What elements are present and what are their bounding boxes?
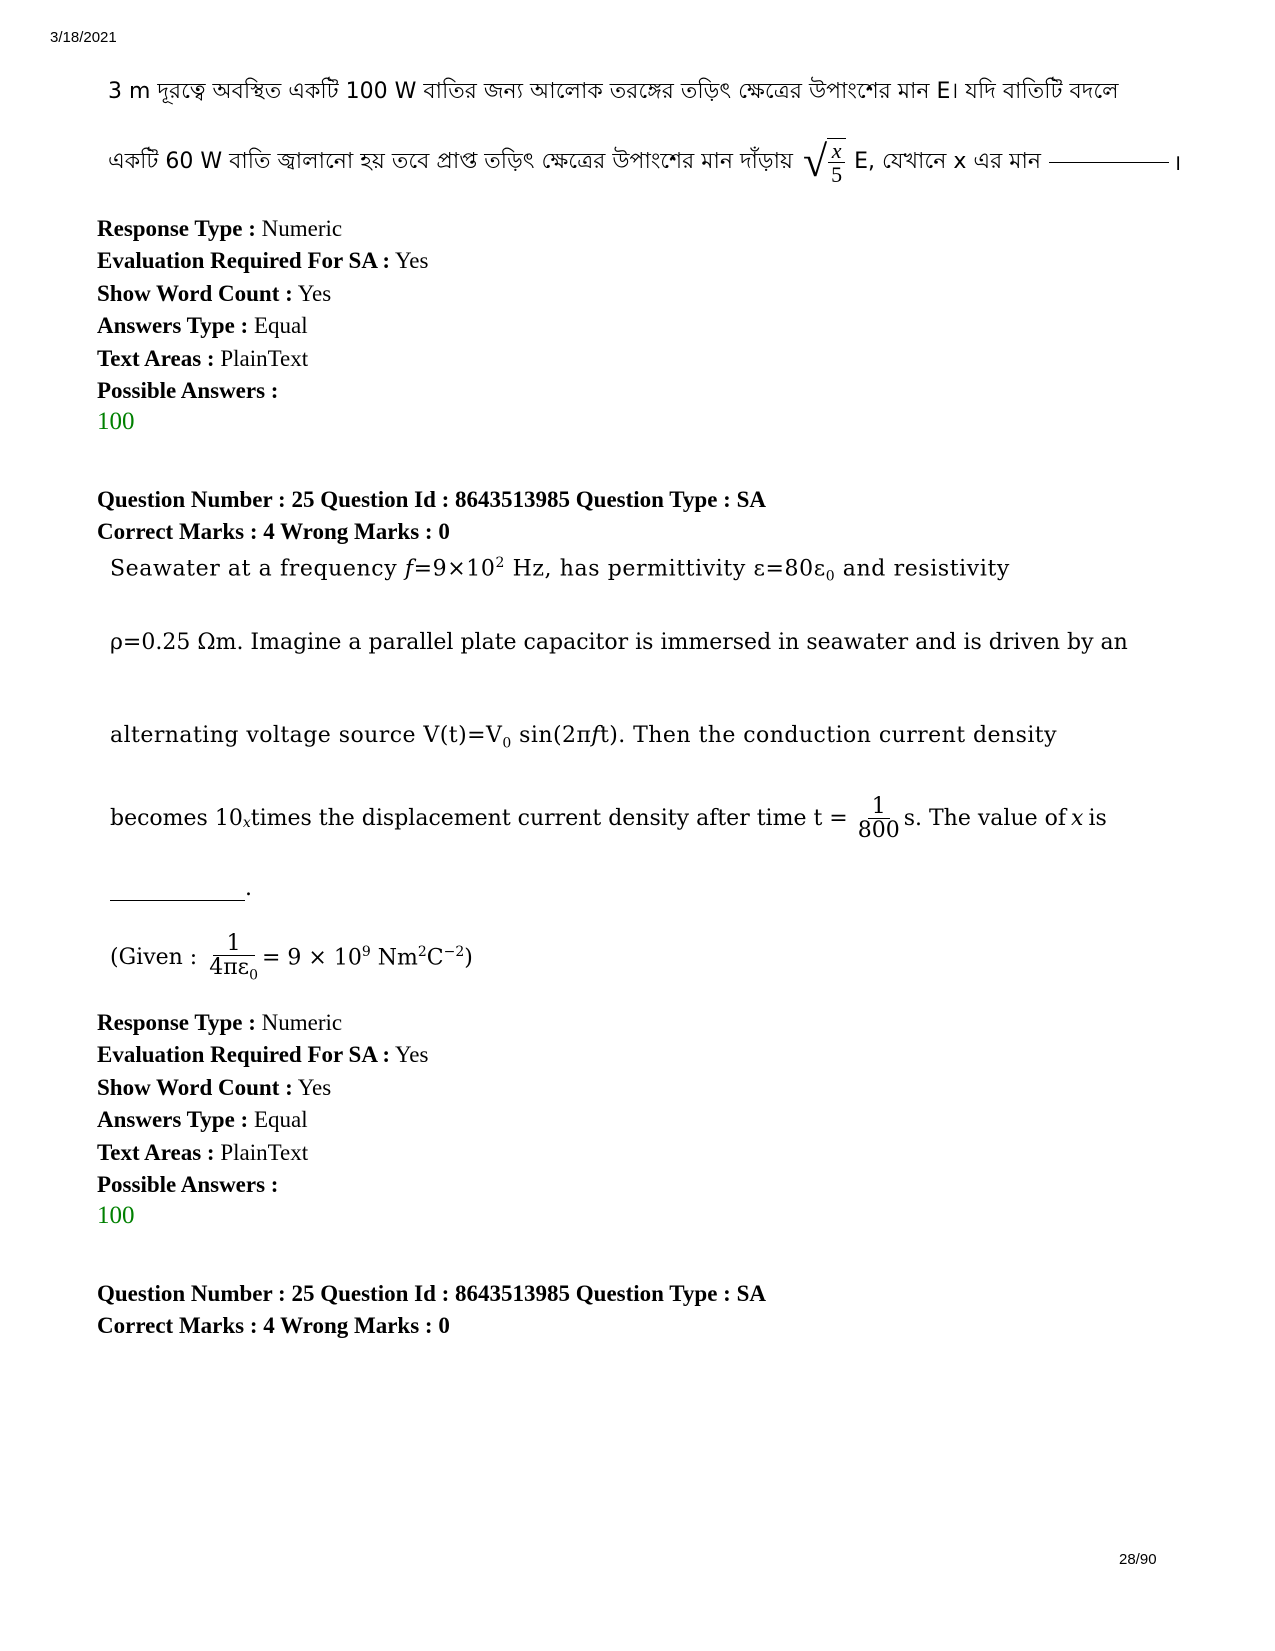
q-line-5: . xyxy=(110,876,252,901)
prev-question-end: । xyxy=(1172,151,1182,177)
show-word-count-value: Yes xyxy=(297,280,332,306)
response-type-row-2: Response Type : Numeric xyxy=(97,1010,343,1035)
text-areas-value: PlainText xyxy=(220,345,309,371)
given-denominator: $4\pi\varepsilon_0$ xyxy=(209,955,258,984)
possible-answers-row: Possible Answers : xyxy=(97,378,279,404)
prev-question-line-2-post: E, যেখানে x এর মান xyxy=(854,148,1041,174)
given-numerator: 1 xyxy=(213,932,255,956)
response-type-value: Numeric xyxy=(261,216,343,241)
q-line-3: alternating voltage source $V(t)=V_0$ sin(2πft). Then the conduction current density xyxy=(110,723,1057,752)
page-number: 28/90 xyxy=(1119,1551,1157,1568)
print-date: 3/18/2021 xyxy=(50,29,117,46)
prev-question-line-1: 3 m দূরত্বে অবস্থিত একটি 100 W বাতির জন্য আলোক তরঙ্গের তড়িৎ ক্ষেত্রের উপাংশের মান E। যদি বাতিটি বদলে xyxy=(108,79,1119,104)
text-areas-row: Text Areas : PlainText xyxy=(97,345,309,371)
response-type-value-2: Numeric xyxy=(261,1010,343,1035)
show-word-count-row: Show Word Count : Yes xyxy=(97,280,332,306)
eval-required-row-2: Evaluation Required For SA : Yes xyxy=(97,1042,429,1068)
answer-blank-2 xyxy=(110,880,245,901)
q-line-1: Seawater at a frequency $f=9\times 10^2$ Hz, has permittivity $\varepsilon=80\varepsilon_0$ and resistivity xyxy=(110,555,1010,585)
prev-question-line-2 xyxy=(108,138,1181,186)
question-marks-2: Correct Marks : 4 Wrong Marks : 0 xyxy=(97,1313,450,1339)
sqrt-body xyxy=(827,138,846,186)
sqrt-numerator: x xyxy=(828,139,846,163)
time-numerator: 1 xyxy=(868,795,890,819)
given-fraction xyxy=(205,932,262,983)
eval-required-row: Evaluation Required For SA : Yes xyxy=(97,248,429,274)
time-fraction xyxy=(854,795,904,842)
response-type-row: Response Type : Numeric xyxy=(97,216,343,241)
possible-answers-row-2: Possible Answers : xyxy=(97,1172,279,1198)
question-info-2: Question Number : 25 Question Id : 8643513985 Question Type : SA xyxy=(97,1281,766,1306)
question-marks-1: Correct Marks : 4 Wrong Marks : 0 xyxy=(97,519,450,545)
text-areas-row-2: Text Areas : PlainText xyxy=(97,1139,309,1165)
possible-answer-2: 100 xyxy=(97,1202,135,1229)
given-line: (Given : $\frac{1}{4\pi\varepsilon_0}$ = $9 \times 10^9$ $Nm^2C^{-2}$) xyxy=(110,931,473,984)
answers-type-value: Equal xyxy=(253,313,308,339)
possible-answer-1: 100 xyxy=(97,408,135,435)
sqrt-fraction xyxy=(803,138,846,186)
eval-required-value-2: Yes xyxy=(395,1042,429,1068)
q-line-4: becomes 10 $_x$ times the displacement current density after time t = $\frac{1}{800}$ s. The value of x is xyxy=(110,794,1107,844)
show-word-count-row-2: Show Word Count : Yes xyxy=(97,1074,332,1100)
sqrt-denominator: 5 xyxy=(831,162,843,188)
answers-type-value-2: Equal xyxy=(253,1107,308,1133)
eval-required-value: Yes xyxy=(395,248,429,274)
question-info-1: Question Number : 25 Question Id : 8643513985 Question Type : SA xyxy=(97,487,766,512)
q-line-2: ρ=0.25 Ωm. Imagine a parallel plate capacitor is immersed in seawater and is driven by an xyxy=(110,630,1128,655)
prev-question-line-2-text: একটি 60 W বাতি জ্বালানো হয় তবে প্রাপ্ত তড়িৎ ক্ষেত্রের উপাংশের মান দাঁড়ায় xyxy=(108,148,793,174)
text-areas-value-2: PlainText xyxy=(220,1139,309,1165)
question-heading-2 xyxy=(97,1278,766,1343)
answers-type-row: Answers Type : Equal xyxy=(97,313,308,339)
meta-block-1 xyxy=(97,213,428,407)
answer-blank xyxy=(1049,162,1169,163)
question-heading-1 xyxy=(97,484,766,549)
answers-type-row-2: Answers Type : Equal xyxy=(97,1107,308,1133)
show-word-count-value-2: Yes xyxy=(297,1074,332,1100)
time-denominator: 800 xyxy=(857,818,900,844)
meta-block-2 xyxy=(97,1007,428,1201)
radical-sign: √ xyxy=(802,137,828,187)
sqrt-frac xyxy=(827,139,846,186)
